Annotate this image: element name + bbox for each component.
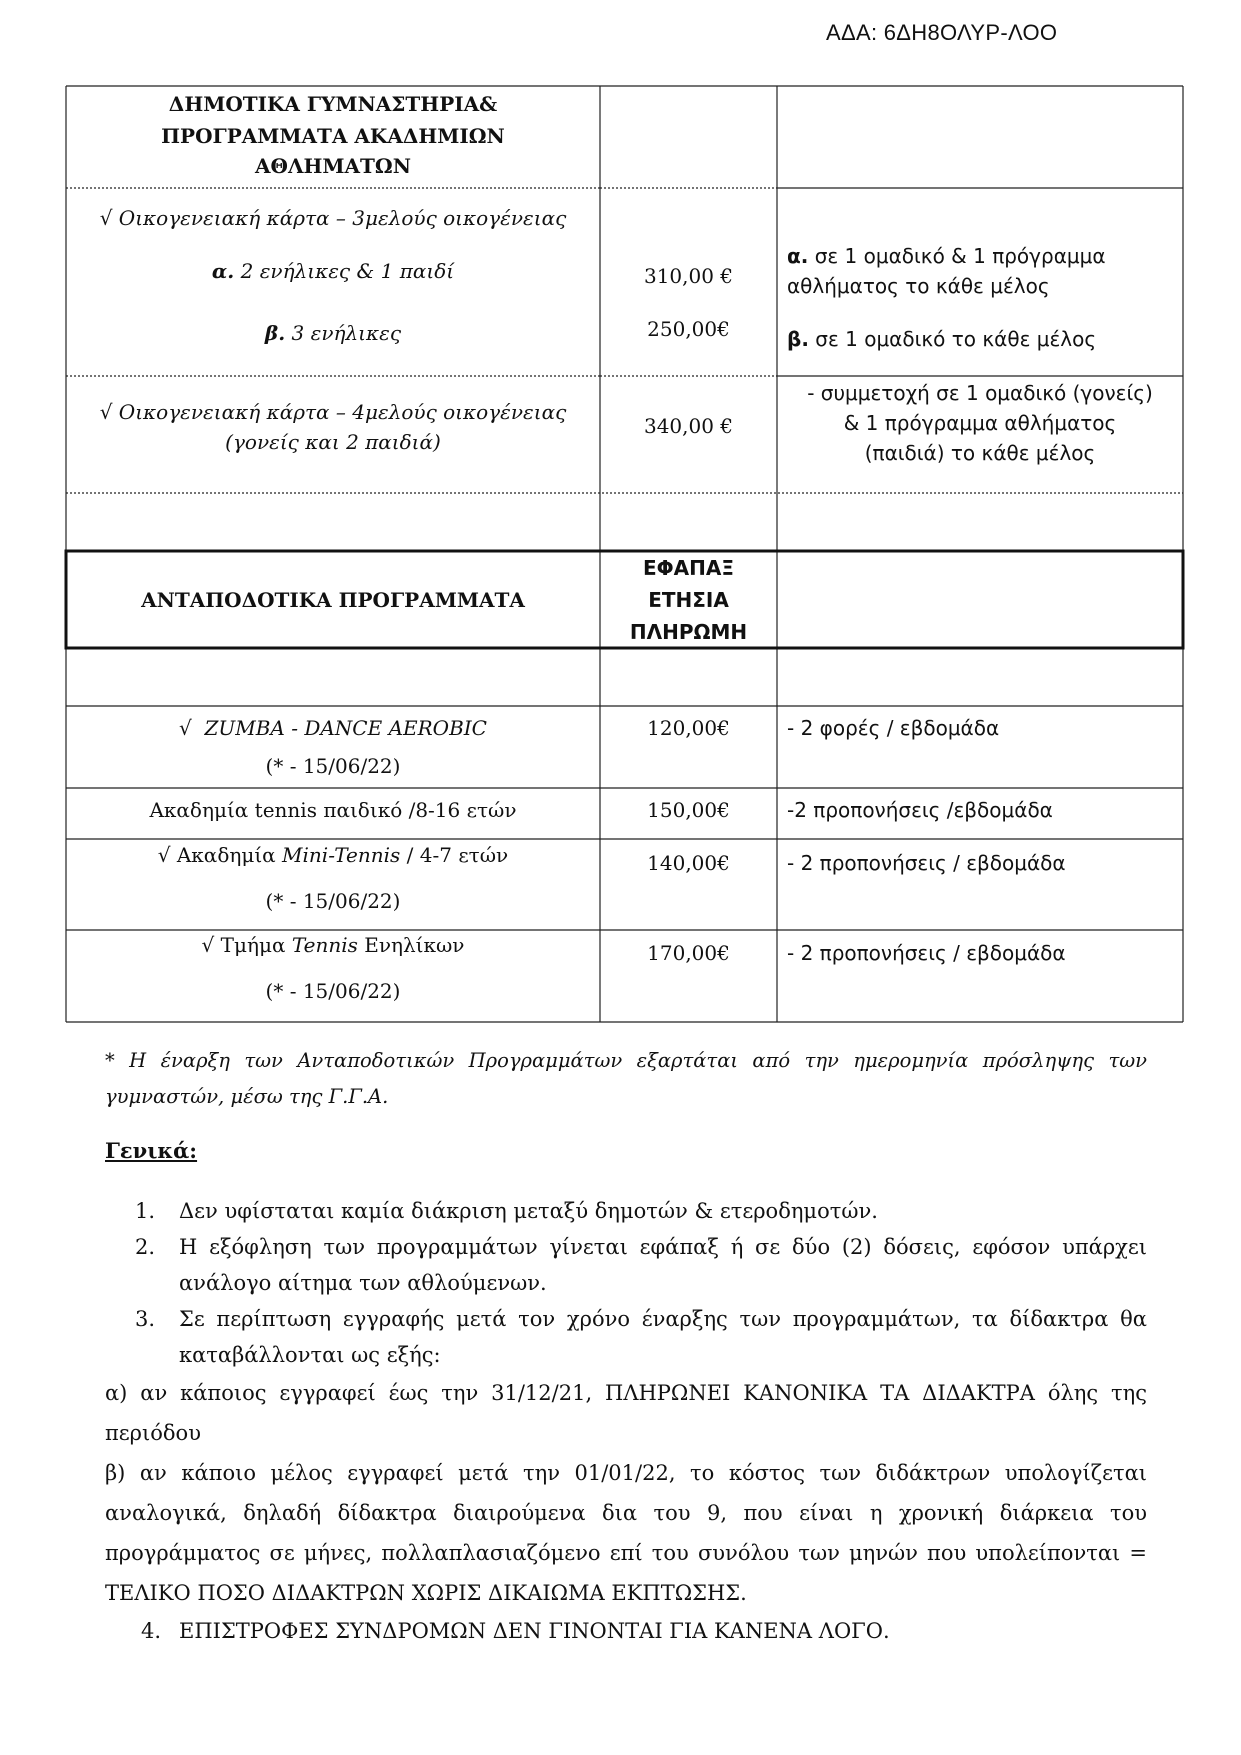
list-item [105,1193,1147,1229]
family3-b-label: β. [264,321,286,345]
list-item-number: 1. [135,1199,156,1223]
list-item-text: ΕΠΙΣΤΡΟΦΕΣ ΣΥΝΔΡΟΜΩΝ ΔΕΝ ΓΙΝΟΝΤΑΙ ΓΙΑ ΚΑΝΕΝΑ ΛΟΓΟ. [179,1619,890,1643]
family3-a-note-text: σε 1 ομαδικό & 1 πρόγραμμα [814,244,1106,268]
adult-tennis-name [66,930,600,1006]
section1-title-line1: ΔΗΜΟΤΙΚΑ ΓΥΜΝΑΣΤΗΡΙΑ& [168,92,498,116]
zumba-note: - 2 φορές / εβδομάδα [787,716,1000,740]
family3-b-text: 3 ενήλικες [291,321,402,345]
family3-a-price: 310,00 € [643,264,734,288]
adult-tennis-prefix: √ Τμήμα [201,933,286,957]
section1-title [66,88,600,180]
list-item [105,1229,1147,1301]
family4-title [66,397,600,457]
general-list [105,1193,1147,1613]
ada-code: ΑΔΑ: 6ΔΗ8ΟΛΥΡ-ΛΟΟ [826,20,1058,45]
family3-b-price: 250,00€ [647,317,730,341]
table-row-zumba-name [66,713,600,781]
adult-tennis-italic: Tennis [291,933,358,957]
family3-title: √ Οικογενειακή κάρτα – 3μελούς οικογένειας [99,206,567,230]
tennis-kids-note: -2 προπονήσεις /εβδομάδα [787,798,1053,822]
mini-tennis-name [66,840,600,916]
tennis-kids-name: Ακαδημία tennis παιδικό /8-16 ετών [149,798,517,822]
payment-header-line2: ΕΤΗΣΙΑ [648,588,729,612]
mini-tennis-date: (* - 15/06/22) [265,889,401,913]
mini-tennis-prefix: √ Ακαδημία [157,843,276,867]
zumba-name: ZUMBA - DANCE AEROBIC [204,716,487,740]
adult-tennis-note: - 2 προπονήσεις / εβδομάδα [787,941,1066,965]
family4-note [777,378,1183,468]
family4-subtitle: (γονείς και 2 παιδιά) [225,430,441,454]
check-mark: √ [179,716,192,740]
paragraph-a: α) αν κάποιος εγγραφεί έως την 31/12/21, ΠΛΗΡΩΝΕΙ ΚΑΝΟΝΙΚΑ ΤΑ ΔΙΔΑΚΤΡΑ όλης της περιόδου [105,1381,1147,1445]
list-item-number: 3. [135,1307,156,1331]
family3-b-note [787,324,1177,354]
family4-title-text: √ Οικογενειακή κάρτα – 4μελούς οικογένειας [99,400,567,424]
list-item-text: Η εξόφληση των προγραμμάτων γίνεται εφάπαξ ή σε δύο (2) δόσεις, εφόσον υπάρχει ανάλογο αίτημα των αθλούμενων. [179,1235,1147,1295]
family3-option-a [66,256,600,286]
paragraph-b: β) αν κάποιο μέλος εγγραφεί μετά την 01/01/22, το κόστος των διδάκτρων υπολογίζεται αναλογικά, δηλαδή δίδακτρα διαιρούμενα δια του 9, που είναι η χρονική διάρκεια του προγράμματος σε μήνες, πολλαπλασιαζόμενο επί του συνόλου των μηνών που υπολείπονται = ΤΕΛΙΚΟ ΠΟΣΟ ΔΙΔΑΚΤΡΩΝ ΧΩΡΙΣ ΔΙΚΑΙΩΜΑ ΕΚΠΤΩΣΗΣ. [105,1461,1147,1605]
list-item-text: Σε περίπτωση εγγραφής μετά τον χρόνο έναρξης των προγραμμάτων, τα δίδακτρα θα καταβάλλονται ως εξής: [179,1307,1147,1367]
section2-title: ΑΝΤΑΠΟΔΟΤΙΚΑ ΠΡΟΓΡΑΜΜΑΤΑ [141,588,525,612]
general-title: Γενικά: [105,1138,198,1163]
family4-note-line1: - συμμετοχή σε 1 ομαδικό (γονείς) [807,381,1153,405]
family3-b-note-text: σε 1 ομαδικό το κάθε μέλος [815,327,1097,351]
family3-a-label: α. [211,259,235,283]
list-item-text: Δεν υφίσταται καμία διάκριση μεταξύ δημοτών & ετεροδημοτών. [179,1199,878,1223]
list-item-number: 2. [135,1235,156,1259]
tennis-kids-price: 150,00€ [647,798,730,822]
section1-title-line2: ΠΡΟΓΡΑΜΜΑΤΑ ΑΚΑΔΗΜΙΩΝ [161,124,505,148]
section1-title-line3: ΑΘΛΗΜΑΤΩΝ [255,154,411,178]
adult-tennis-date: (* - 15/06/22) [265,979,401,1003]
zumba-date: (* - 15/06/22) [265,754,401,778]
list-item-4 [105,1613,1147,1649]
family3-a-note [787,241,1177,301]
zumba-price: 120,00€ [647,716,730,740]
list-item [105,1301,1147,1373]
family3-a-text: 2 ενήλικες & 1 παιδί [240,259,455,283]
list-item-number: 4. [141,1619,162,1643]
family3-option-b [66,318,600,348]
mini-tennis-italic: Mini-Tennis [282,843,401,867]
mini-tennis-price: 140,00€ [647,851,730,875]
section2-payment-header [600,552,777,648]
footnote: * Η έναρξη των Ανταποδοτικών Προγραμμάτων εξαρτάται από την ημερομηνία πρόσληψης των γυμναστών, μέσω της Γ.Γ.Α. [105,1049,1147,1108]
family3-b-note-label: β. [787,327,809,351]
family4-price: 340,00 € [643,414,734,438]
family3-a-note-label: α. [787,244,809,268]
family3-a-note-text2: αθλήματος το κάθε μέλος [787,274,1050,298]
mini-tennis-suffix: / 4-7 ετών [406,843,509,867]
adult-tennis-suffix: Ενηλίκων [364,933,465,957]
adult-tennis-price: 170,00€ [647,941,730,965]
payment-header-line3: ΠΛΗΡΩΜΗ [629,620,748,644]
payment-header-line1: ΕΦΑΠΑΞ [643,556,734,580]
family4-note-line3: (παιδιά) το κάθε μέλος [864,441,1096,465]
mini-tennis-note: - 2 προπονήσεις / εβδομάδα [787,851,1066,875]
family4-note-line2: & 1 πρόγραμμα αθλήματος [843,411,1117,435]
